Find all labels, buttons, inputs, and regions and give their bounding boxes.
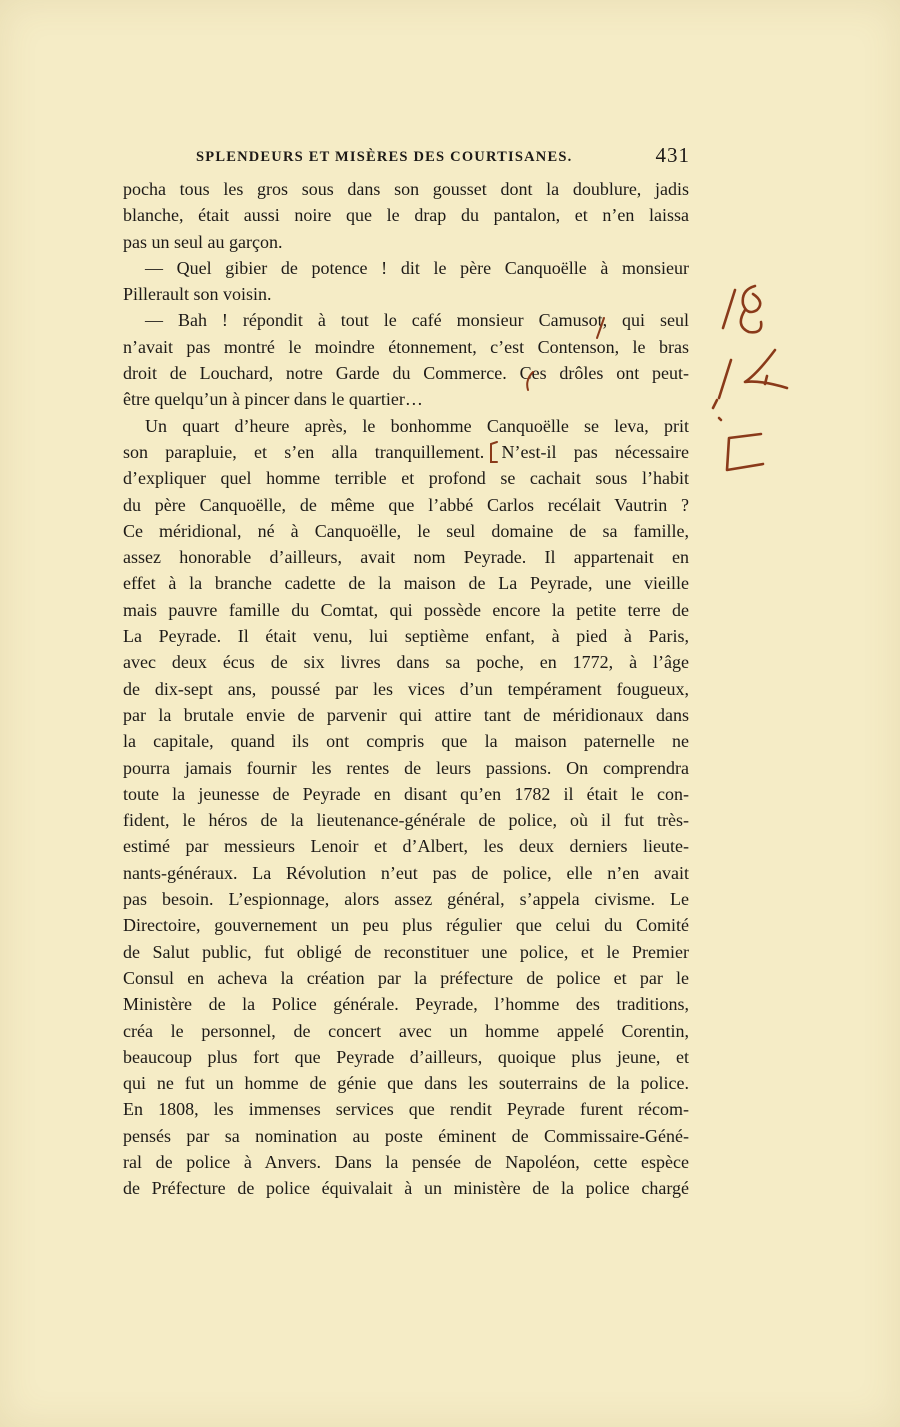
text-line: du père Canquoëlle, de même que l’abbé Carlos recélait Vautrin ?	[123, 494, 689, 515]
text-line: blanche, était aussi noire que le drap du pantalon, et n’en laissa	[123, 205, 689, 226]
text-line: pourra jamais fournir les rentes de leurs passions. On comprendra	[123, 757, 689, 778]
text-line: pas besoin. L’espionnage, alors assez général, s’appela civisme. Le	[123, 889, 689, 910]
text-line: Un quart d’heure après, le bonhomme Canquoëlle se leva, prit	[145, 415, 689, 436]
text-line: mais pauvre famille du Comtat, qui possède encore la petite terre de	[123, 599, 689, 620]
text-line: — Bah ! répondit à tout le café monsieur Camusot, qui seul	[145, 310, 689, 331]
text-line: Ce méridional, né à Canquoëlle, le seul domaine de sa famille,	[123, 520, 689, 541]
text-line: droit de Louchard, notre Garde du Commerce. Ces drôles ont peut-	[123, 363, 689, 384]
text-line: Pillerault son voisin.	[123, 284, 272, 305]
text-line: Consul en acheva la création par la préfecture de police et par le	[123, 967, 689, 988]
text-line: de Préfecture de police équivalait à un ministère de la police chargé	[123, 1178, 689, 1199]
text-line: estimé par messieurs Lenoir et d’Albert, les deux derniers lieute-	[123, 836, 689, 857]
margin-annotations	[705, 280, 825, 500]
text-line: être quelqu’un à pincer dans le quartier…	[123, 389, 423, 410]
page-number: 431	[655, 143, 690, 167]
text-line: n’avait pas montré le moindre étonnement, c’est Contenson, le bras	[123, 336, 689, 357]
text-line: Ministère de la Police générale. Peyrade, l’homme des traditions,	[123, 994, 689, 1015]
running-header	[196, 143, 690, 171]
handwritten-proof-marks	[705, 280, 825, 500]
running-title: SPLENDEURS ET MISÈRES DES COURTISANES.	[196, 149, 573, 165]
text-line: d’expliquer quel homme terrible et profond se cachait sous l’habit	[123, 468, 689, 489]
text-line: avec deux écus de six livres dans sa poche, en 1772, à l’âge	[123, 652, 689, 673]
text-line: assez honorable d’ailleurs, avait nom Peyrade. Il appartenait en	[123, 547, 689, 568]
text-line: son parapluie, et s’en alla tranquillement. N’est-il pas nécessaire	[123, 441, 689, 462]
text-line: la capitale, quand ils ont compris que la maison paternelle ne	[123, 731, 689, 752]
text-line: pensés par sa nomination au poste éminent de Commissaire-Géné-	[123, 1125, 689, 1146]
text-line: pocha tous les gros sous dans son gousset dont la doublure, jadis	[123, 179, 689, 199]
text-line: La Peyrade. Il était venu, lui septième enfant, à pied à Paris,	[123, 626, 689, 647]
body-text	[123, 176, 689, 1202]
text-line: par la brutale envie de parvenir qui attire tant de méridionaux dans	[123, 704, 689, 725]
text-line: — Quel gibier de potence ! dit le père Canquoëlle à monsieur	[145, 257, 689, 278]
text-line: de Salut public, fut obligé de reconstituer une police, et le Premier	[123, 941, 689, 962]
text-line: effet à la branche cadette de la maison de La Peyrade, une vieille	[123, 573, 689, 594]
text-line: toute la jeunesse de Peyrade en disant qu’en 1782 il était le con-	[123, 783, 689, 804]
text-line: de dix-sept ans, poussé par les vices d’un tempérament fougueux,	[123, 678, 689, 699]
text-line: nants-généraux. La Révolution n’eut pas de police, elle n’en avait	[123, 862, 689, 883]
text-line: En 1808, les immenses services que rendit Peyrade furent récom-	[123, 1099, 689, 1120]
text-line: fident, le héros de la lieutenance-générale de police, où il fut très-	[123, 810, 689, 831]
text-line: Directoire, gouvernement un peu plus régulier que celui du Comité	[123, 915, 689, 936]
text-line: qui ne fut un homme de génie que dans les souterrains de la police.	[123, 1073, 689, 1094]
text-line: beaucoup plus fort que Peyrade d’ailleurs, quoique plus jeune, et	[123, 1046, 689, 1067]
text-line: créa le personnel, de concert avec un homme appelé Corentin,	[123, 1020, 689, 1041]
text-line: pas un seul au garçon.	[123, 231, 283, 252]
text-line: ral de police à Anvers. Dans la pensée de Napoléon, cette espèce	[123, 1151, 689, 1172]
